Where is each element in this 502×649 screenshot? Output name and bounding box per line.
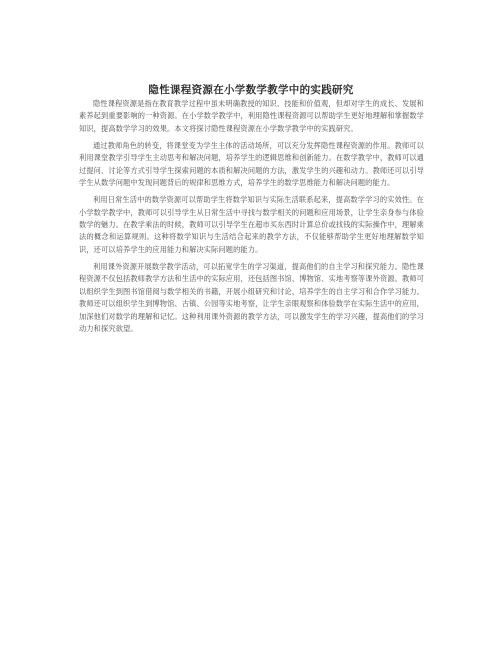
paragraph-1: 隐性课程资源是指在教育教学过程中虽未明确教授的知识、技能和价值观，但却对学生的成长、发展和素养起到重要影响的一种资源。在小学数学教学中，利用隐性课程资源可以帮助学生更好地理解和掌握数学知识，提高数学学习的效果。本文将探讨隐性课程资源在小学数学教学中的实践研究。 — [79, 99, 424, 133]
paragraph-2: 通过教师角色的转变，将课堂变为学生主体的活动场所，可以充分发挥隐性课程资源的作用。教师可以利用课堂教学引导学生主动思考和解决问题，培养学生的逻辑思维和创新能力。在数学教学中，教师可以通过提问、讨论等方式引导学生探索问题的本质和解决问题的方法，激发学生的兴趣和动力。教师还可以引导学生从数学问题中发现问题背后的规律和思维方式，培养学生的数学思维能力和解决问题的能力。 — [79, 141, 424, 188]
document-body — [79, 98, 424, 340]
paragraph-3: 利用日常生活中的数学资源可以帮助学生将数学知识与实际生活联系起来，提高数学学习的实效性。在小学数学教学中，教师可以引导学生从日常生活中寻找与数学相关的问题和应用场景，让学生亲身参与体验数学的魅力。在教学乘法的时候，教师可以引导学生在超市买东西时计算总价或找钱的实际操作中，理解乘法的概念和运算规则。这种将数学知识与生活结合起来的教学方法，不仅能够帮助学生更好地理解数学知识，还可以培养学生的应用能力和解决实际问题的能力。 — [79, 195, 424, 254]
document-title: 隐性课程资源在小学数学教学中的实践研究 — [148, 84, 354, 96]
paragraph-4: 利用课外资源开展数学教学活动，可以拓宽学生的学习渠道，提高他们的自主学习和探究能力。隐性课程资源不仅包括教师教学方法和生活中的实际应用，还包括图书馆、博物馆、实地考察等课外资源。教师可以组织学生到图书馆借阅与数学相关的书籍，开展小组研究和讨论，培养学生的自主学习和合作学习能力。教师还可以组织学生到博物馆、古镇、公园等实地考察，让学生亲眼观察和体验数学在实际生活中的应用，加深他们对数学的理解和记忆。这种利用课外资源的教学方法，可以激发学生的学习兴趣，提高他们的学习动力和探究欲望。 — [79, 262, 424, 333]
